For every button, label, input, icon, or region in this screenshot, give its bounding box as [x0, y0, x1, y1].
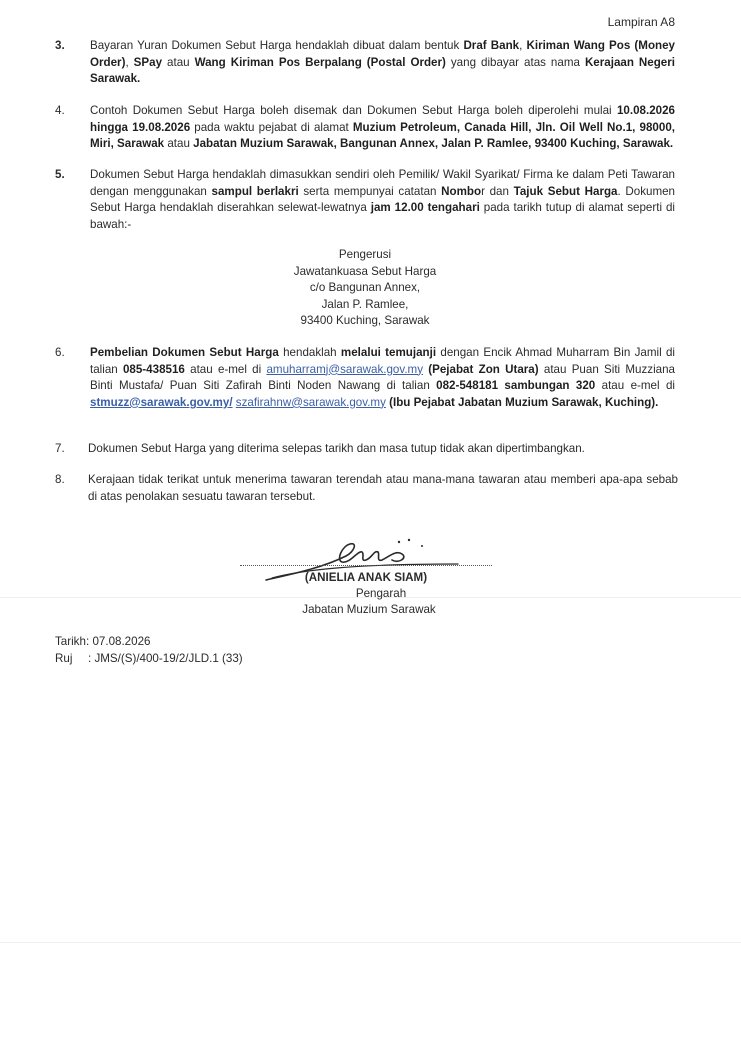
- clause-number: 5.: [55, 168, 65, 181]
- bold-text: Muzium Petroleum, Canada Hill, Jln. Oil Well No.1, 98000, Miri, Sarawak: [90, 120, 675, 151]
- text-run: atau e-mel di: [595, 379, 675, 393]
- clause-text: [90, 38, 675, 88]
- address-line: Jalan P. Ramlee,: [321, 297, 409, 311]
- email-link[interactable]: amuharramj@sarawak.gov.my: [266, 362, 423, 376]
- clause-7: [55, 441, 675, 458]
- email-link[interactable]: szafirahnw@sarawak.gov.my: [235, 395, 386, 409]
- bold-text: Tajuk Sebut Harga: [513, 184, 618, 198]
- address-line: Pengerusi: [338, 248, 392, 261]
- clause-number: 7.: [55, 442, 65, 455]
- bold-text: Pembelian Dokumen Sebut Harga: [90, 346, 279, 359]
- address-line: 93400 Kuching, Sarawak: [300, 314, 430, 328]
- clause-number: 3.: [55, 39, 65, 52]
- bold-text: Nombo: [441, 184, 482, 198]
- clause-text: [90, 167, 675, 233]
- text-run: serta mempunyai catatan: [298, 184, 442, 198]
- bold-text: 10.08.2026 hingga 19.08.2026: [90, 104, 675, 134]
- date-label: Tarikh: [55, 635, 86, 648]
- text-run: Kerajaan tidak terikat untuk menerima tawaran terendah atau mana-mana tawaran atau memberi apa-apa sebab di atas penolakan sesuatu tawaran tersebut.: [88, 473, 678, 503]
- text-run: ,: [125, 55, 134, 69]
- clause-4: [55, 103, 675, 153]
- text-run: atau: [162, 55, 195, 69]
- bold-text: Draf Bank: [463, 39, 520, 52]
- clause-text: [88, 472, 678, 505]
- text-run: pada tarikh tutup di alamat seperti di bawah:-: [90, 201, 675, 231]
- bold-text: sampul berlakri: [211, 184, 299, 198]
- text-run: Contoh Dokumen Sebut Harga boleh disemak dan Dokumen Sebut Harga boleh diperolehi mulai: [90, 104, 617, 117]
- submission-address: [240, 247, 490, 330]
- clause-text: [88, 441, 675, 458]
- clause-number: 8.: [55, 473, 65, 486]
- text-run: . Dokumen Sebut Harga hendaklah diserahkan selewat-lewatnya: [90, 184, 675, 215]
- signatory-department: Jabatan Muzium Sarawak: [302, 603, 436, 616]
- date-row: Tarikh: 07.08.2026: [55, 634, 243, 651]
- bold-text: Wang Kiriman Pos Berpalang (Postal Order): [194, 55, 446, 69]
- bold-text: 085-438516: [122, 362, 185, 376]
- document-meta: [55, 634, 243, 667]
- bold-text: Jabatan Muzium Sarawak, Bangunan Annex, Jalan P. Ramlee, 93400 Kuching, Sarawak.: [193, 137, 674, 151]
- text-run: pada waktu pejabat di alamat: [190, 120, 353, 134]
- reference-row: Ruj : JMS/(S)/400-19/2/JLD.1 (33): [55, 651, 243, 668]
- appendix-label: Lampiran A8: [607, 15, 675, 29]
- text-run: hendaklah: [278, 346, 341, 359]
- signature-line: [240, 565, 492, 566]
- clause-text: [90, 103, 675, 153]
- text-run: Dokumen Sebut Harga hendaklah dimasukkan sendiri oleh Pemilik/ Wakil Syarikat/ Firma ke dalam Peti Tawaran dengan menggunakan: [90, 168, 675, 198]
- bold-text: (Pejabat Zon Utara): [428, 362, 539, 376]
- bold-text: (Ibu Pejabat Jabatan Muzium Sarawak, Kuching).: [389, 395, 659, 409]
- text-run: yang dibayar atas nama: [445, 55, 585, 69]
- clause-5: [55, 167, 675, 233]
- clause-number: 4.: [55, 104, 65, 117]
- address-line: Jawatankuasa Sebut Harga: [293, 264, 437, 278]
- text-run: atau: [164, 137, 194, 151]
- signatory-title: Pengarah: [355, 587, 407, 600]
- clause-text: [90, 345, 675, 411]
- email-link[interactable]: stmuzz@sarawak.gov.my/: [90, 395, 233, 409]
- reference-label: Ruj: [55, 651, 73, 665]
- date-value: 07.08.2026: [92, 635, 151, 648]
- signatory-name: (ANIELIA ANAK SIAM): [304, 571, 428, 584]
- bold-text: Kiriman Wang Pos (Money Order): [90, 39, 676, 69]
- clause-8: [55, 472, 678, 505]
- clause-number: 6.: [55, 346, 65, 359]
- text-run: Bayaran Yuran Dokumen Sebut Harga hendaklah dibuat dalam bentuk: [90, 39, 464, 52]
- bold-text: SPay: [133, 55, 163, 69]
- bold-text: melalui temujanji: [340, 346, 437, 359]
- text-run: atau Puan Siti Muzziana Binti Mustafa/ Puan Siti Zafirah Binti Noden Nawang di talian: [90, 362, 675, 393]
- bold-text: Kerajaan Negeri Sarawak.: [90, 55, 675, 86]
- scan-artifact-line: [0, 942, 741, 943]
- clause-3: [55, 38, 675, 88]
- bold-text: 082-548181 sambungan 320: [436, 379, 596, 393]
- address-line: c/o Bangunan Annex,: [309, 281, 421, 295]
- bold-text: jam 12.00 tengahari: [370, 201, 480, 215]
- reference-value: JMS/(S)/400-19/2/JLD.1 (33): [94, 651, 243, 665]
- text-run: atau e-mel di: [184, 362, 267, 376]
- text-run: ,: [519, 39, 527, 52]
- clause-6: [55, 345, 675, 411]
- text-run: r dan: [481, 184, 514, 198]
- text-run: dengan Encik Ahmad Muharram Bin Jamil di talian: [90, 346, 676, 376]
- text-run: Dokumen Sebut Harga yang diterima selepas tarikh dan masa tutup tidak akan dipertimbangkan.: [88, 442, 585, 455]
